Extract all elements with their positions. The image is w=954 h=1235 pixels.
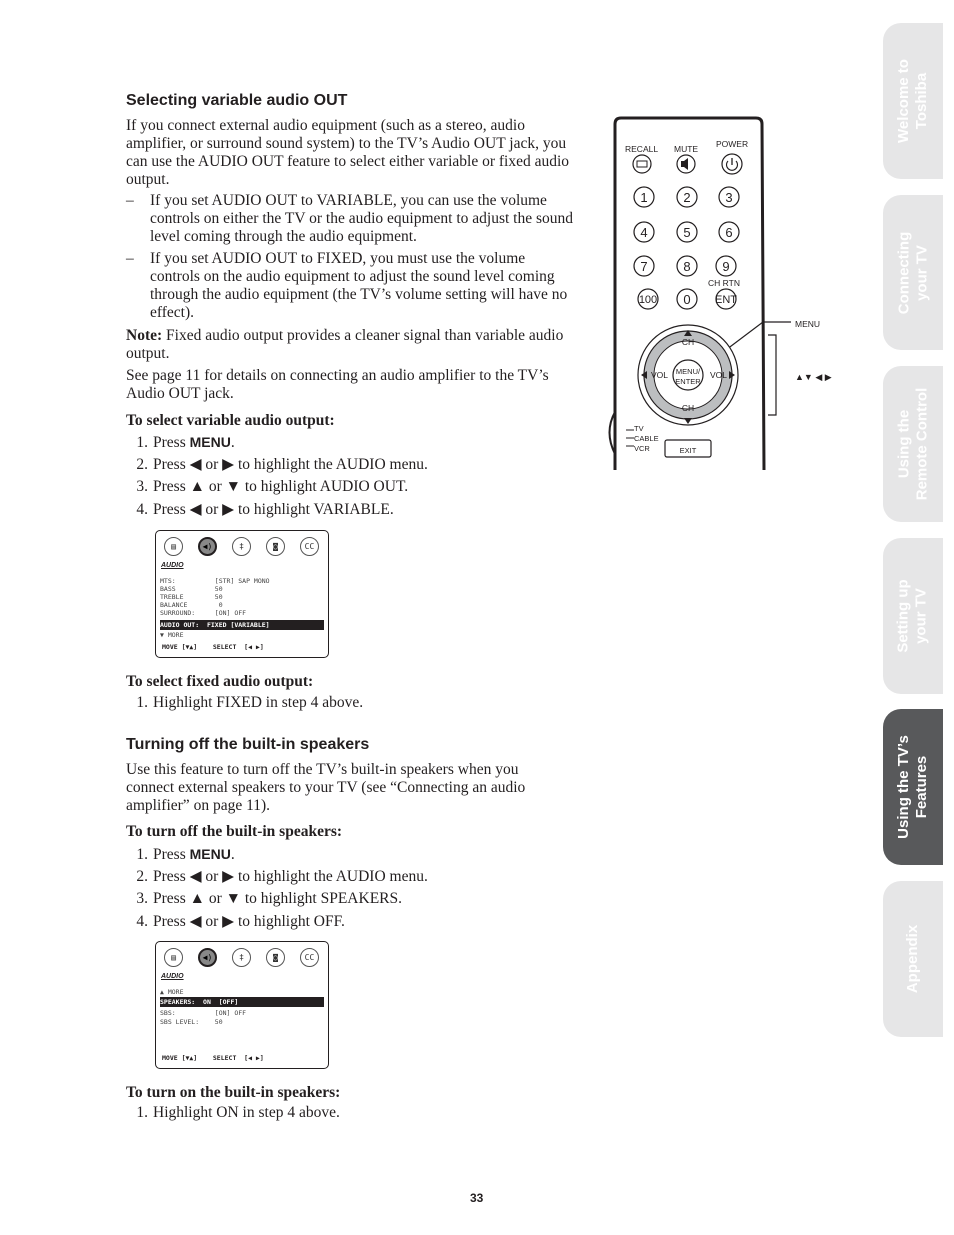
- osd-more-row: ▲ MORE: [160, 988, 184, 996]
- speakers-off-heading: To turn off the built-in speakers:: [126, 823, 343, 840]
- menu-icon-row: [162, 537, 322, 557]
- list-item: 1. Highlight ON in step 4 above.: [136, 1104, 340, 1121]
- camera-icon: ◙: [266, 537, 285, 556]
- osd-row: BALANCE 0: [160, 601, 223, 609]
- arrows-bracket: [768, 335, 776, 415]
- list-item: 1. Press MENU.: [136, 434, 235, 451]
- num-label: 3: [725, 190, 733, 205]
- audio-menu-screen-1: [155, 530, 329, 658]
- num-label: 100: [638, 294, 658, 306]
- cc-icon: CC: [300, 537, 319, 556]
- tab-label: Connecting your TV: [895, 231, 930, 314]
- tab-label: Setting up your TV: [895, 579, 931, 653]
- bullet-list: [126, 192, 574, 322]
- osd-highlight-row: SPEAKERS: ON [OFF]: [160, 997, 324, 1007]
- speakers-off-steps-list: [120, 843, 428, 933]
- osd-highlight-row: AUDIO OUT: FIXED [VARIABLE]: [160, 620, 324, 630]
- audio-icon: ◀): [198, 537, 217, 556]
- tv-mode-label: TV: [634, 424, 644, 433]
- arrows-callout-label: ▲▼ ◀ ▶: [795, 372, 832, 382]
- num-label: 6: [725, 225, 733, 240]
- variable-steps-list: [120, 431, 428, 521]
- tab-label: Welcome to Toshiba: [895, 59, 930, 143]
- num-label: 4: [640, 225, 648, 240]
- bullet-item: – If you set AUDIO OUT to VARIABLE, you can use the volume controls on either the TV or the audio equipment to adjust the sound level coming through the audio equipment.: [126, 192, 574, 245]
- menu-key-label: MENU: [189, 434, 231, 450]
- num-label: 2: [683, 190, 691, 205]
- tab-label: Using the TV’s Features: [895, 735, 930, 839]
- power-button: [722, 154, 742, 174]
- fixed-output-heading: To select fixed audio output:: [126, 673, 314, 690]
- list-item: 2. Press ◀ or ▶ to highlight the AUDIO menu.: [136, 455, 428, 473]
- picture-icon: ▤: [164, 948, 183, 967]
- osd-menu-title: AUDIO: [161, 973, 184, 980]
- menu-callout-label: MENU: [795, 319, 821, 329]
- osd-row: BASS 50: [160, 585, 223, 593]
- mode-switch: [626, 430, 634, 446]
- ch-rtn-label: CH RTN: [708, 278, 740, 288]
- mute-label: MUTE: [674, 144, 699, 154]
- intro-paragraph: If you connect external audio equipment (such as a stereo, audio amplifier, or surround sound system) to the TV’s Audio OUT jack, you can use the AUDIO OUT feature to select either variable or fixed audio output.: [126, 117, 570, 188]
- osd-row: SBS LEVEL: 50: [160, 1018, 223, 1026]
- num-label: 8: [683, 259, 691, 274]
- picture-icon: ▤: [164, 537, 183, 556]
- recall-button: [633, 155, 651, 173]
- num-label: ENT: [715, 294, 737, 306]
- note-paragraph: [126, 327, 574, 363]
- num-label: 9: [722, 259, 730, 274]
- speakers-on-heading: To turn on the built-in speakers:: [126, 1084, 341, 1101]
- tab-setting-up-your-tv[interactable]: [883, 538, 943, 694]
- note-label: Note:: [126, 327, 163, 344]
- remote-control-illustration: [598, 112, 848, 474]
- mute-button: [677, 155, 695, 173]
- vol-right-label: VOL: [710, 370, 728, 380]
- bullet-item: – If you set AUDIO OUT to FIXED, you must use the volume controls on the audio equipment to adjust the sound level coming through the audio equipment (the TV’s volume setting will have no effect).: [126, 250, 568, 321]
- menu-icon-row: [162, 948, 322, 968]
- num-label: 1: [640, 190, 648, 205]
- osd-row: TREBLE 50: [160, 593, 223, 601]
- osd-footer: MOVE [▼▲] SELECT [◀ ▶]: [162, 643, 264, 651]
- list-item: 3. Press ▲ or ▼ to highlight SPEAKERS.: [136, 890, 402, 907]
- num-label: 0: [683, 292, 691, 307]
- cable-mode-label: CABLE: [634, 434, 659, 443]
- ch-up-label: CH: [681, 337, 695, 347]
- vol-left-label: VOL: [651, 370, 669, 380]
- list-item: 4. Press ◀ or ▶ to highlight VARIABLE.: [136, 500, 394, 518]
- section-heading-variable-audio-out: Selecting variable audio OUT: [126, 92, 348, 109]
- menu-enter-label-2: ENTER: [675, 377, 701, 386]
- osd-row: SBS: [ON] OFF: [160, 1009, 247, 1017]
- list-item: 4. Press ◀ or ▶ to highlight OFF.: [136, 912, 345, 930]
- tab-label: Appendix: [904, 924, 921, 994]
- power-label: POWER: [716, 139, 749, 149]
- tab-connecting-your-tv[interactable]: [883, 195, 943, 350]
- recall-label: RECALL: [625, 144, 659, 154]
- section-heading-speakers: Turning off the built-in speakers: [126, 736, 370, 753]
- list-item: 1. Highlight FIXED in step 4 above.: [136, 694, 364, 711]
- audio-icon: ◀): [198, 948, 217, 967]
- speakers-intro-paragraph: Use this feature to turn off the TV’s built-in speakers when you connect external speakers to your TV (see “Connecting an audio amplifier” on page 11).: [126, 761, 526, 814]
- num-label: 5: [683, 225, 691, 240]
- menu-key-label: MENU: [189, 846, 231, 862]
- audio-menu-screen-2: [155, 941, 329, 1069]
- osd-footer: MOVE [▼▲] SELECT [◀ ▶]: [162, 1054, 264, 1062]
- osd-more-row: ▼ MORE: [160, 631, 184, 639]
- list-item: 2. Press ◀ or ▶ to highlight the AUDIO menu.: [136, 867, 428, 885]
- list-item: 3. Press ▲ or ▼ to highlight AUDIO OUT.: [136, 478, 409, 495]
- num-label: 7: [640, 259, 648, 274]
- setup-sliders-icon: ‡: [232, 537, 251, 556]
- tab-welcome-to-toshiba[interactable]: [883, 23, 943, 179]
- osd-menu-title: AUDIO: [161, 562, 184, 569]
- exit-label: EXIT: [679, 446, 697, 455]
- note-text: Fixed audio output provides a cleaner signal than variable audio output.: [126, 327, 564, 362]
- tab-appendix[interactable]: [883, 881, 943, 1037]
- ch-down-label: CH: [681, 403, 695, 413]
- number-keypad: [634, 187, 740, 309]
- menu-enter-label-1: MENU/: [675, 367, 701, 376]
- see-page-paragraph: See page 11 for details on connecting an audio amplifier to the TV’s Audio OUT jack.: [126, 367, 549, 402]
- tab-label: Using the Remote Control: [895, 387, 930, 501]
- list-item: 1. Press MENU.: [136, 846, 235, 863]
- page-number: 33: [470, 1191, 484, 1205]
- cc-icon: CC: [300, 948, 319, 967]
- variable-output-heading: To select variable audio output:: [126, 412, 335, 429]
- fixed-steps-list: [120, 692, 363, 715]
- vcr-mode-label: VCR: [634, 444, 650, 453]
- osd-row: SURROUND: [ON] OFF: [160, 609, 247, 617]
- setup-sliders-icon: ‡: [232, 948, 251, 967]
- tab-using-the-tvs-features[interactable]: [883, 709, 943, 865]
- osd-row: MTS: [STR] SAP MONO: [160, 577, 270, 585]
- tab-using-the-remote-control[interactable]: [883, 366, 943, 522]
- camera-icon: ◙: [266, 948, 285, 967]
- speakers-on-steps-list: [120, 1102, 340, 1125]
